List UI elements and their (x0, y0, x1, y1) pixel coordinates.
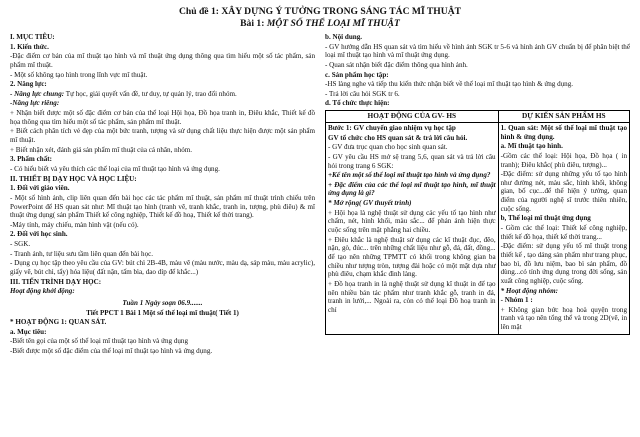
chapter-title: Chủ đề 1: XÂY DỰNG Ý TƯỞNG TRONG SÁNG TÁC MĨ THUẬT (178, 6, 462, 17)
heading-muc-tieu-sub: a. Mục tiêu: (10, 327, 47, 336)
heading-noi-dung: b. Nội dung. (325, 32, 363, 41)
nang-luc-item-3: + Biết nhận xét, đánh giá sản phẩm mĩ thuật của cá nhân, nhóm. (10, 145, 193, 154)
buoc-1-label: Bước 1: GV chuyển giao nhiệm vụ học tập (328, 123, 456, 132)
heading-to-chuc: d. Tổ chức thực hiện: (325, 99, 390, 108)
sp-hoat-dong-nhom: * Hoạt động nhóm: (500, 286, 558, 295)
table-header-san-pham: DỰ KIẾN SẢN PHẨM HS (498, 111, 629, 123)
hoat-dong-khoi-dong: Hoạt động khởi động: (10, 287, 75, 296)
sp-tao-hinh-gom: -Gồm các thể loại: Hội họa, Đồ họa ( in tranh); Điêu khắc( phù điêu, tượng)... (500, 151, 627, 169)
kien-thuc-item-1: -Đặc điểm cơ bản của mĩ thuật tạo hình và mĩ thuật ứng dụng thông qua tìm hiểu một số tác phẩm, sản phẩm mĩ thuật. (10, 52, 315, 69)
sp-heading-tao-hinh: a. Mĩ thuật tạo hình. (500, 142, 563, 151)
noi-dung-item-2: - Quan sát nhận biết đặc điểm thông qua hình ảnh. (325, 60, 468, 69)
tuan-line: Tuần 1 Ngày soạn 06.9....... (122, 298, 203, 307)
san-pham-item-1: -HS làng nghe và tiếp thu kiến thức nhận biết về thể loại mĩ thuật tạo hình & ứng dụng. (325, 80, 574, 89)
lesson-label: Bài 1: (240, 17, 265, 29)
gv-question-1: +Kể tên một số thể loại mĩ thuật tạo hình và ứng dụng? (328, 171, 491, 180)
tiet-line: Tiết PPCT 1 Bài 1 Một số thể loại mĩ thuật( Tiết 1) (86, 308, 239, 317)
sp-tao-hinh-dac-diem: -Đặc điểm: sử dụng những yếu tố tạo hình như đường nét, màu sắc, hình khối, không gian, bố cục...để thể hiện ý tưởng, quan điểm của người nghệ sĩ trước thiên nhiên, cuộc sống. (500, 170, 627, 213)
right-column (325, 33, 630, 335)
heading-kien-thuc: 1. Kiến thức. (10, 42, 49, 51)
sp-ung-dung-gom: - Gồm các thể loại: Thiết kế công nghiệp, thiết kế đồ họa, thiết kế thời trang... (500, 224, 627, 241)
gv-do-hoa: + Đồ họa tranh in là nghệ thuật sử dụng kĩ thuật in để tạo nên nhiều bản tác phẩm như tranh khắc gỗ, tranh in đá, tranh in lưới,... Ngoài ra, còn có thể loại Đồ hoạ tranh in chỉ (328, 279, 496, 314)
sp-nhom-1-text: + Không gian bức hoạ hoà quyện trong tranh và tạo nên tổng thể và trong 2D(vẽ, in lên mặt (500, 305, 627, 332)
heading-nang-luc: 2. Năng lực: (10, 80, 47, 89)
nang-luc-chung-label: - Năng lực chung: (10, 89, 65, 98)
san-pham-item-2: - Trả lời câu hỏi SGK tr 6. (325, 89, 400, 98)
gv-to-chuc: GV tổ chức cho HS quan sát & trả lời câu hỏi. (328, 133, 468, 142)
sp-ung-dung-dac-diem: -Đặc điểm: sử dụng yếu tố mĩ thuật trong thiết kế , tạo dáng sản phẩm như trang phục, bao bì, đồ lưu niệm, bao bì sản phẩm, đồ dùng...có tính ứng dụng trong đời sống, sản xuất công nghiệp, cuộc sống. (500, 242, 627, 285)
gv-hoi-hoa: + Hội họa là nghệ thuật sử dụng các yếu tố tạo hình như chấm, nét, hình khối, màu sắc... để phản ánh hiện thực cuộc sống trên mặt phẳng hai chiều. (328, 208, 496, 235)
two-column-body (10, 33, 630, 357)
heading-hoc-sinh: 2. Đối với học sinh. (10, 230, 68, 239)
heading-thiet-bi: II. THIẾT BỊ DẠY HỌC VÀ HỌC LIỆU: (10, 174, 137, 183)
table-header-row (326, 111, 630, 123)
gv-step-1: - GV đưa trục quan cho học sinh quan sát. (328, 143, 448, 152)
nang-luc-item-2: + Biết cách phân tích vẻ đẹp của một bức tranh, tượng và sử dụng chất liệu thực hiện được một sản phẩm mĩ thuật. (10, 127, 315, 145)
table-cell-san-pham (498, 122, 629, 334)
table-row (326, 122, 630, 334)
sp-nhom-1: - Nhóm 1 : (500, 296, 533, 305)
document-header (10, 6, 630, 30)
nang-luc-chung-line (10, 90, 315, 99)
sp-heading-quan-sat: 1. Quan sát: Một số thể loại mĩ thuật tạo hình & ứng dụng. (500, 123, 627, 141)
lesson-title-line (10, 18, 630, 30)
gv-question-2: + Đặc điểm của các thể loại mĩ thuật tạo hình, mĩ thuật ứng dụng là gì? (328, 180, 496, 198)
gv-item-1: - Một số hình ảnh, clip liên quan đến bài học các tác phẩm mĩ thuật, sản phẩm mĩ thuật trình chiếu trên PowerPoint để HS quan sát như: Mĩ thuật tạo hình (tranh vẽ, tranh khắc, tranh in, tượng, phù điêu) & mĩ thuật ứng dụng( sản phẩm Thiết kế công nghiệp, Thiết kế đồ hoạ, Thiết kế thời trang). (10, 193, 315, 220)
heading-san-pham: c. Sản phẩm học tập: (325, 70, 389, 79)
left-column (10, 33, 315, 357)
gv-step-2: - GV yêu cầu HS mở sệ trang 5,6, quan sát và trả lời câu hỏi trong trang 6 SGK: (328, 152, 496, 170)
heading-muc-tieu: I. MỤC TIÊU: (10, 32, 55, 41)
noi-dung-item-1: - GV hướng dẫn HS quan sát và tìm hiểu về hình ảnh SGK tr 5-6 và hình ảnh GV chuẩn bị để phân biệt thể loại mĩ thuật tạo hình và mĩ thuật ứng dụng. (325, 42, 630, 60)
sp-heading-ung-dung: b, Thể loại mĩ thuật ứng dụng (500, 214, 591, 223)
heading-hoat-dong-1: * HOẠT ĐỘNG 1: QUAN SÁT. (10, 318, 107, 327)
gv-mo-rong: * Mở rộng( GV thuyết trình) (328, 199, 412, 208)
heading-tien-trinh: III. TIẾN TRÌNH DẠY HỌC: (10, 277, 102, 286)
pham-chat-item: - Có hiểu biết và yêu thích các thể loại của mĩ thuật tạo hình và ứng dụng. (10, 164, 220, 173)
heading-giao-vien: 1. Đối với giáo viên. (10, 184, 70, 193)
heading-pham-chat: 3. Phẩm chất: (10, 155, 52, 164)
nang-luc-item-1: + Nhận biết được một số đặc điểm cơ bản của thể loại Hội họa, Đồ họa tranh in, Điêu khắc, Thiết kế đồ họa thông qua tìm hiểu một số tác phẩm, sản phẩm mĩ thuật. (10, 109, 315, 126)
hs-item-2: - Tranh ảnh, tư liệu sưu tầm liên quan đến bài học. (10, 249, 154, 258)
muc-tieu-sub-item-2: -Biết được một số đặc điểm của thể loại mĩ thuật tạo hình và ứng dụng. (10, 347, 213, 356)
muc-tieu-sub-item-1: -Biết tên gọi của một số thể loại mĩ thuật tạo hình và ứng dụng (10, 337, 189, 346)
gv-dieu-khac: + Điêu khắc là nghệ thuật sử dụng các kĩ thuật đục, đẽo, nặn, gò, đúc... trên những chất liệu như gỗ, đá, đất, đồng... để tạo nên những TPMTT có khối trong không gian ba chiều như tượng tròn, tượng đài hoặc có một mặt dựa như phù điêu, chạm khắc đình làng. (328, 235, 496, 279)
gv-item-2: -Máy tính, máy chiếu, màn hình vật (nếu có). (10, 220, 139, 229)
nang-luc-chung-text: Tự học, giải quyết vấn đề, tư duy, tự quản lý, trao đổi nhóm. (65, 89, 237, 98)
kien-thuc-item-2: - Một số không tạo hình trong lĩnh vực mĩ thuật. (10, 70, 148, 79)
hs-item-3: - Dụng cụ học tập theo yêu cầu của GV: bút chì 2B-4B, màu vẽ (màu nước, màu dạ, sáp màu, màu acrylic), giấy vẽ, bút chì, tẩy) hóa liệu( đất nặn, tấm bìa, dao díp để khắc...) (10, 259, 315, 276)
table-header-gv-hs: HOẠT ĐỘNG CỦA GV- HS (326, 111, 499, 123)
lesson-title: MỘT SỐ THỂ LOẠI MĨ THUẬT (266, 17, 400, 29)
hs-item-1: - SGK. (10, 240, 31, 249)
nang-luc-rieng-label: -Năng lực riêng: (10, 99, 60, 108)
activity-table (325, 110, 630, 335)
table-cell-gv-hs (326, 122, 499, 334)
